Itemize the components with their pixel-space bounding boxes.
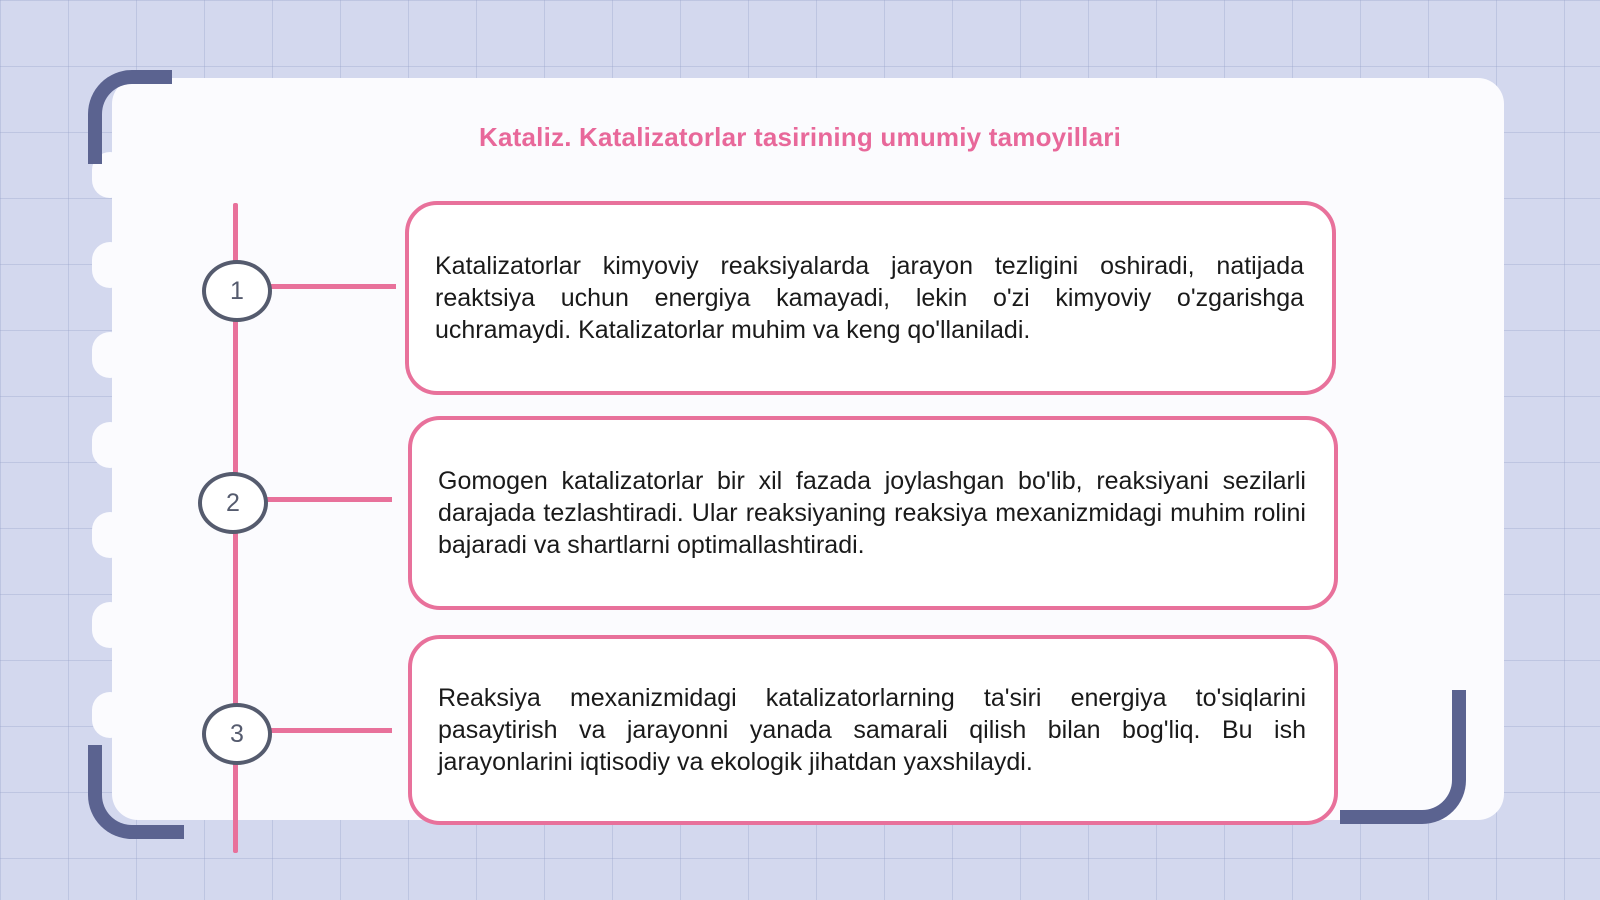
paper-tab xyxy=(92,422,128,468)
paper-tab xyxy=(92,242,128,288)
timeline-connector xyxy=(268,284,396,289)
paper-tab xyxy=(92,692,128,738)
step-number-1: 1 xyxy=(202,260,272,322)
paper-tab xyxy=(92,602,128,648)
step-number-3: 3 xyxy=(202,703,272,765)
step-text-3: Reaksiya mexanizmidagi katalizatorlarning ta'siri energiya to'siqlarini pasaytirish va jarayonni yanada samarali qilish bilan bog'liq. Bu ish jarayonlarini iqtisodiy va ekologik jihatdan yaxshilaydi. xyxy=(438,684,1306,776)
step-number-2: 2 xyxy=(198,472,268,534)
corner-bracket-bottom-left xyxy=(88,745,184,839)
timeline-connector xyxy=(264,497,392,502)
step-card-1 xyxy=(405,201,1336,395)
slide-title: Kataliz. Katalizatorlar tasirining umumiy tamoyillari xyxy=(479,122,1121,152)
timeline-connector xyxy=(268,728,392,733)
step-card-3 xyxy=(408,635,1338,825)
step-text-2: Gomogen katalizatorlar bir xil fazada joylashgan bo'lib, reaksiyani sezilarli darajada tezlashtiradi. Ular reaksiyaning reaksiya mexanizmidagi muhim rolini bajaradi va shartlarni optimallashtiradi. xyxy=(438,467,1306,559)
paper-tab xyxy=(92,512,128,558)
corner-bracket-bottom-right xyxy=(1340,690,1466,824)
step-text-1: Katalizatorlar kimyoviy reaksiyalarda jarayon tezligini oshiradi, natijada reaktsiya uchun energiya kamayadi, lekin o'zi kimyoviy o'zgarishga uchramaydi. Katalizatorlar muhim va keng qo'llaniladi. xyxy=(435,252,1304,344)
paper-tab xyxy=(92,332,128,378)
step-card-2 xyxy=(408,416,1338,610)
